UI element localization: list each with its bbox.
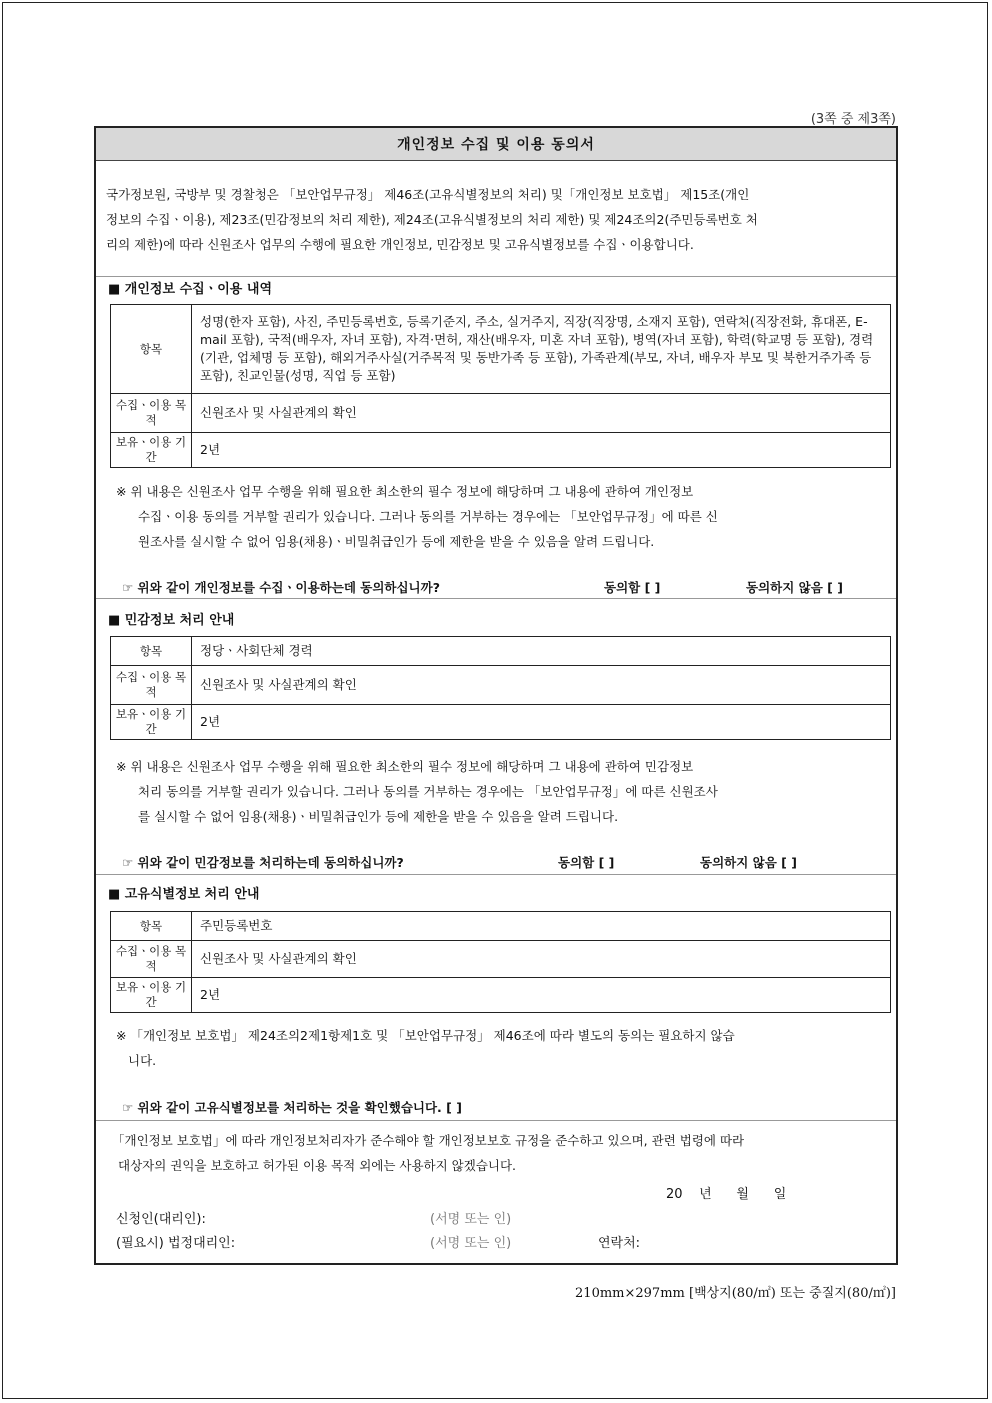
table-row [111, 637, 891, 666]
row-value: 2년 [192, 433, 891, 468]
page-number: (3쪽 중 제3쪽) [810, 112, 896, 127]
notice-line: 를 실시할 수 없어 임용(채용)ㆍ비밀취급인가 등에 제한을 받을 수 있음을 알려 드립니다. [138, 809, 619, 824]
unique-id-notice [116, 1023, 894, 1073]
intro-line: 리의 제한)에 따라 신원조사 업무의 수행에 필요한 개인정보, 민감정보 및 고유식별정보를 수집ㆍ이용합니다. [106, 237, 694, 252]
row-label: 보유ㆍ이용 기간 [111, 705, 192, 740]
unique-id-confirm-checkbox[interactable]: ☞ 위와 같이 고유식별정보를 처리하는 것을 확인했습니다. [ ] [122, 1100, 462, 1115]
legal-rep-signature-field[interactable]: (서명 또는 인) [430, 1236, 512, 1251]
personal-info-agree-checkbox[interactable]: 동의함 [ ] [604, 580, 661, 595]
closing-line: 「개인정보 보호법」에 따라 개인정보처리자가 준수해야 할 개인정보보호 규정을 준수하고 있으며, 관련 법령에 따라 [112, 1133, 745, 1148]
row-value: 성명(한자 포함), 사진, 주민등록번호, 등록기준지, 주소, 실거주지, 직장(직장명, 소재지 포함), 연락처(직장전화, 휴대폰, E-mail 포함), 국적(배우자, 자녀 포함), 자격·면허, 재산(배우자, 미혼 자녀 포함), 병역(자녀 포함), 학력(학교명 등 포함), 경력(기관, 업체명 등 포함), 해외거주사실(거주목적 및 동반가족 등 포함), 가족관계(부모, 자녀, 배우자 부모 및 북한거주가족 등 포함), 친교인물(성명, 직업 등 포함) [192, 305, 891, 394]
sensitive-info-notice [116, 754, 894, 829]
notice-line: 원조사를 실시할 수 없어 임용(채용)ㆍ비밀취급인가 등에 제한을 받을 수 있음을 알려 드립니다. [138, 534, 655, 549]
row-value: 정당ㆍ사회단체 경력 [192, 637, 891, 666]
row-label: 항목 [111, 305, 192, 394]
notice-line: 수집ㆍ이용 동의를 거부할 권리가 있습니다. 그러나 동의를 거부하는 경우에는 「보안업무규정」에 따른 신 [138, 509, 718, 524]
personal-info-question: ☞ 위와 같이 개인정보를 수집ㆍ이용하는데 동의하십니까? [122, 580, 440, 595]
divider [96, 598, 896, 599]
table-row [111, 912, 891, 941]
intro-line: 국가정보원, 국방부 및 경찰청은 「보안업무규정」 제46조(고유식별정보의 처리) 및「개인정보 보호법」 제15조(개인 [106, 187, 750, 202]
sensitive-info-table [110, 636, 891, 740]
personal-info-disagree-checkbox[interactable]: 동의하지 않음 [ ] [746, 580, 843, 595]
row-label: 보유ㆍ이용 기간 [111, 978, 192, 1013]
sensitive-info-question: ☞ 위와 같이 민감정보를 처리하는데 동의하십니까? [122, 855, 404, 870]
divider [96, 1120, 896, 1121]
notice-line: ※ 위 내용은 신원조사 업무 수행을 위해 필요한 최소한의 필수 정보에 해당하며 그 내용에 관하여 민감정보 [116, 759, 694, 774]
unique-id-table [110, 911, 891, 1013]
sensitive-info-disagree-checkbox[interactable]: 동의하지 않음 [ ] [700, 855, 797, 870]
closing-statement [112, 1128, 894, 1178]
row-value: 신원조사 및 사실관계의 확인 [192, 394, 891, 433]
table-row [111, 941, 891, 978]
section-heading-sensitive-info: ■ 민감정보 처리 안내 [108, 613, 235, 628]
table-row [111, 433, 891, 468]
row-value: 2년 [192, 978, 891, 1013]
table-row [111, 666, 891, 705]
row-label: 항목 [111, 912, 192, 941]
table-row [111, 705, 891, 740]
form-title: 개인정보 수집 및 이용 동의서 [96, 128, 896, 161]
notice-line: 처리 동의를 거부할 권리가 있습니다. 그러나 동의를 거부하는 경우에는 「보안업무규정」에 따른 신원조사 [138, 784, 718, 799]
row-label: 수집ㆍ이용 목적 [111, 394, 192, 433]
row-value: 신원조사 및 사실관계의 확인 [192, 941, 891, 978]
section-heading-personal-info: ■ 개인정보 수집ㆍ이용 내역 [108, 282, 272, 297]
intro-line: 정보의 수집ㆍ이용), 제23조(민감정보의 처리 제한), 제24조(고유식별정보의 처리 제한) 및 제24조의2(주민등록번호 처 [106, 212, 758, 227]
notice-line: ※ 위 내용은 신원조사 업무 수행을 위해 필요한 최소한의 필수 정보에 해당하며 그 내용에 관하여 개인정보 [116, 484, 694, 499]
date-field[interactable]: 20 년 월 일 [666, 1187, 787, 1202]
intro-paragraph [106, 182, 892, 257]
consent-form [94, 126, 898, 1265]
paper-spec: 210mm×297mm [백상지(80/㎡) 또는 중질지(80/㎡)] [575, 1286, 896, 1301]
row-value: 주민등록번호 [192, 912, 891, 941]
personal-info-table [110, 304, 891, 468]
closing-line: 대상자의 권익을 보호하고 허가된 이용 목적 외에는 사용하지 않겠습니다. [118, 1158, 517, 1173]
table-row [111, 394, 891, 433]
applicant-signature-field[interactable]: (서명 또는 인) [430, 1212, 512, 1227]
row-label: 항목 [111, 637, 192, 666]
table-row [111, 978, 891, 1013]
notice-line: 니다. [128, 1053, 157, 1068]
divider [96, 276, 896, 277]
legal-rep-label: (필요시) 법정대리인: [116, 1236, 236, 1251]
applicant-label: 신청인(대리인): [116, 1212, 206, 1227]
notice-line: ※ 「개인정보 보호법」 제24조의2제1항제1호 및 「보안업무규정」 제46조에 따라 별도의 동의는 필요하지 않습 [116, 1028, 735, 1043]
personal-info-notice [116, 479, 894, 554]
row-value: 2년 [192, 705, 891, 740]
contact-label: 연락처: [598, 1236, 641, 1251]
table-row [111, 305, 891, 394]
row-value: 신원조사 및 사실관계의 확인 [192, 666, 891, 705]
row-label: 수집ㆍ이용 목적 [111, 666, 192, 705]
row-label: 보유ㆍ이용 기간 [111, 433, 192, 468]
divider [96, 874, 896, 875]
sensitive-info-agree-checkbox[interactable]: 동의함 [ ] [558, 855, 615, 870]
row-label: 수집ㆍ이용 목적 [111, 941, 192, 978]
section-heading-unique-id: ■ 고유식별정보 처리 안내 [108, 887, 260, 902]
